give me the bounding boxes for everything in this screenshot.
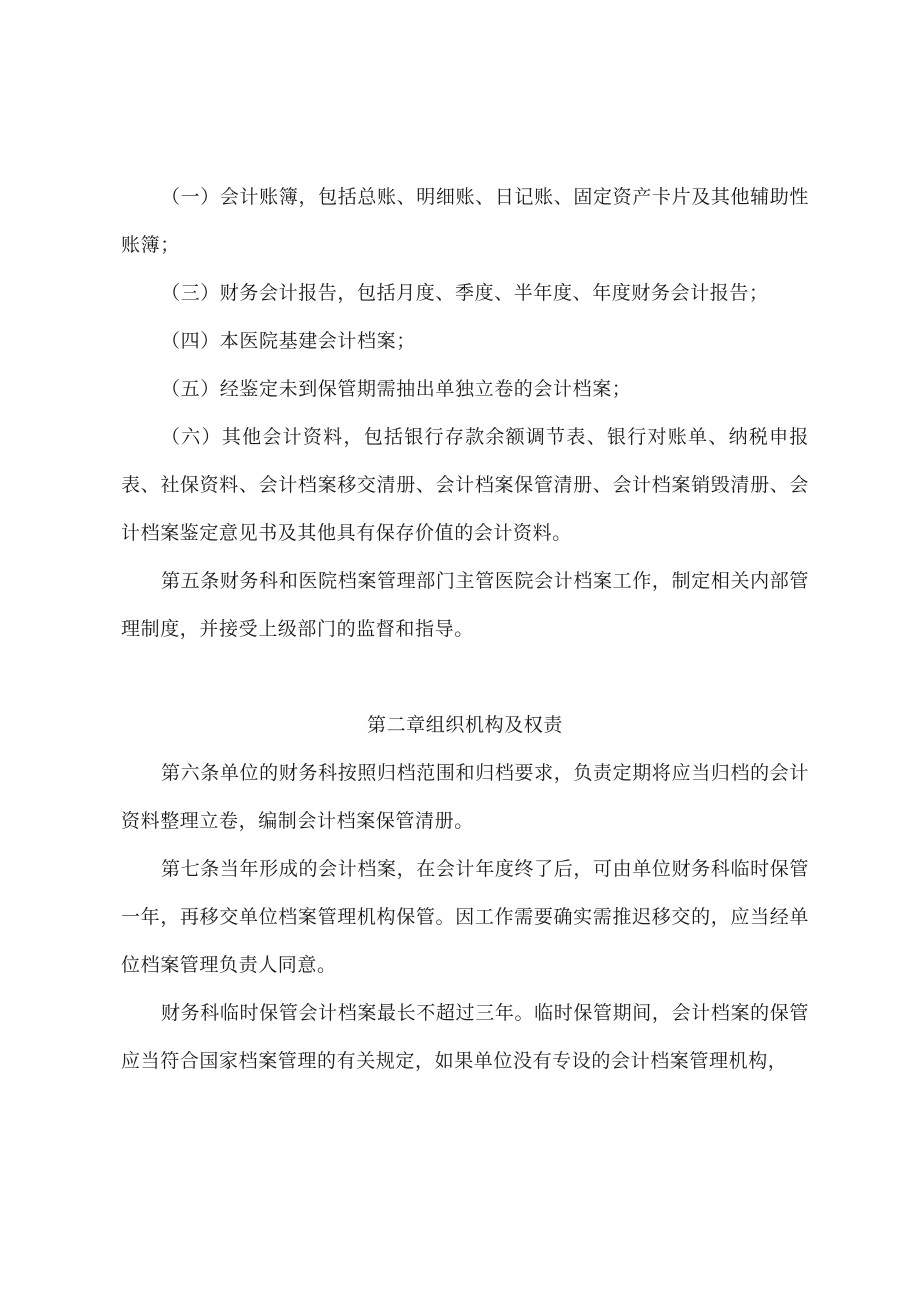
chapter-heading: 第二章组织机构及权责 — [366, 714, 563, 736]
paragraph-item-4: （四）本医院基建会计档案； — [161, 330, 416, 352]
paragraph-item-3: （三）财务会计报告，包括月度、季度、半年度、年度财务会计报告； — [161, 282, 769, 304]
paragraph-article-7: 第七条当年形成的会计档案，在会计年度终了后，可由单位财务科临时保管一年，再移交单位档案管理机构保管。因工作需要确实需推迟移交的，应当经单位档案管理负责人同意。 — [121, 858, 809, 976]
paragraph-item-1: （一）会计账簿，包括总账、明细账、日记账、固定资产卡片及其他辅助性账簿； — [121, 186, 809, 256]
paragraph-temporary-custody: 财务科临时保管会计档案最长不超过三年。临时保管期间，会计档案的保管应当符合国家档案管理的有关规定，如果单位没有专设的会计档案管理机构， — [121, 1002, 809, 1072]
section-gap — [121, 653, 809, 701]
paragraph-article-5: 第五条财务科和医院档案管理部门主管医院会计档案工作，制定相关内部管理制度，并接受上级部门的监督和指导。 — [121, 570, 809, 640]
paragraph-article-6: 第六条单位的财务科按照归档范围和归档要求，负责定期将应当归档的会计资料整理立卷，编制会计档案保管清册。 — [121, 762, 809, 832]
document-body — [121, 173, 809, 1085]
paragraph-item-5: （五）经鉴定未到保管期需抽出单独立卷的会计档案； — [161, 378, 632, 400]
paragraph-item-6: （六）其他会计资料，包括银行存款余额调节表、银行对账单、纳税申报表、社保资料、会计档案移交清册、会计档案保管清册、会计档案销毁清册、会计档案鉴定意见书及其他具有保存价值的会计资料。 — [121, 426, 809, 544]
